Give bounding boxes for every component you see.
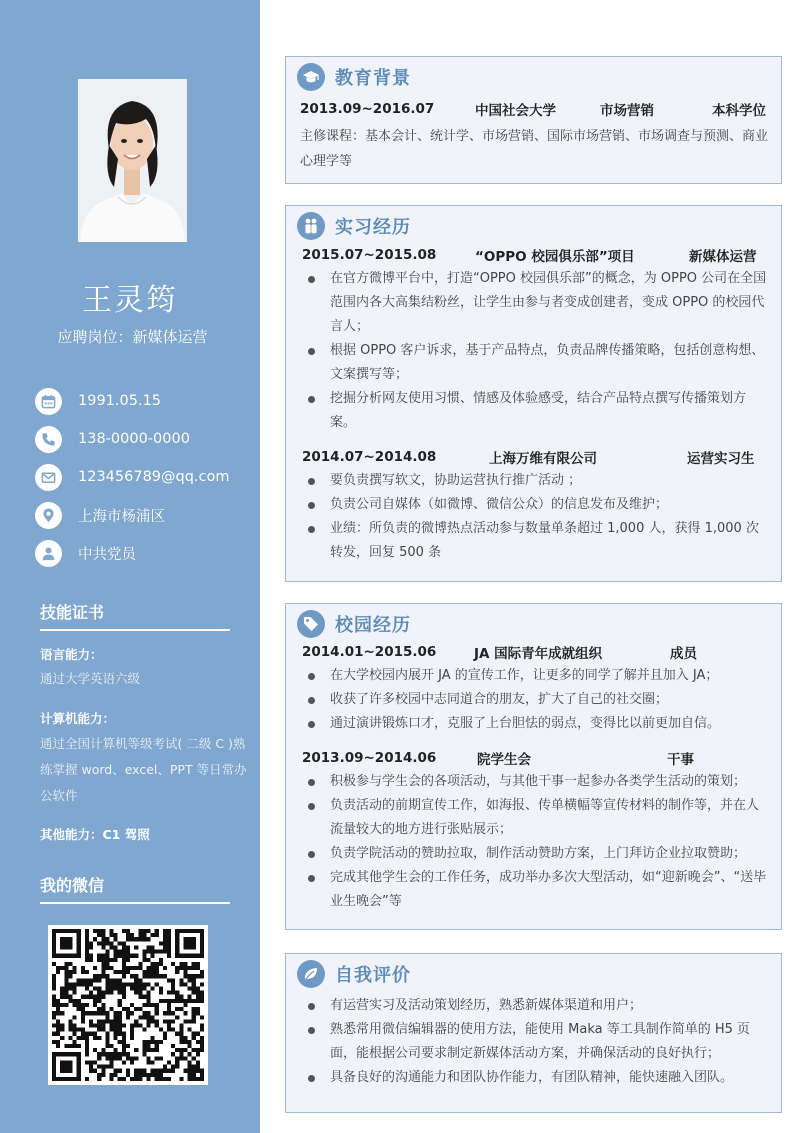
internship-row	[302, 243, 769, 267]
contact-phone	[35, 425, 190, 453]
contact-location	[35, 501, 165, 529]
leaf-icon	[297, 960, 325, 988]
degree: 本科学位	[712, 103, 766, 119]
candidate-name: 王灵筠	[82, 283, 178, 318]
courses-text: 主修课程：基本会计、统计学、市场营销、国际市场营销、市场调查与预测、商业心理学等	[300, 129, 769, 169]
list-item: 负责活动的前期宣传工作，如海报、传单横幅等宣传材料的制作等，并在人流量较大的地方进行张贴展示；	[302, 794, 769, 842]
list-item: 要负责撰写软文，协助运营执行推广活动 ；	[302, 469, 769, 493]
list-item: 挖掘分析网友使用习惯、情感及体验感受，结合产品特点撰写传播策划方案。	[302, 387, 769, 435]
contact-text: 138-0000-0000	[78, 431, 190, 447]
campus-role: 成员	[670, 646, 697, 662]
other-skill-label: 其他能力：C1 驾照	[40, 827, 150, 842]
list-item: 负责公司自媒体（如微博、微信公众）的信息发布及维护；	[302, 493, 769, 517]
section-title: 教育背景	[335, 68, 411, 89]
tag-icon	[297, 610, 325, 638]
location-icon	[35, 502, 62, 529]
campus-row	[302, 746, 769, 770]
section-body	[286, 640, 781, 914]
wechat-heading: 我的微信	[40, 873, 230, 904]
education-date: 2013.09~2016.07	[300, 101, 435, 117]
contact-text: 中共党员	[78, 546, 136, 563]
section-header	[286, 206, 781, 246]
skills-heading: 技能证书	[40, 600, 230, 631]
mail-icon	[35, 464, 62, 491]
section-body	[286, 994, 781, 1090]
computer-skill-text: 通过全国计算机等级考试( 二级 C )熟练掌握 word、excel、PPT 等日常办公软件	[40, 736, 247, 803]
job-objective: 应聘岗位：新媒体运营	[57, 328, 208, 346]
education-section	[285, 56, 782, 184]
language-skill-text: 通过大学英语六级	[40, 671, 141, 686]
person-icon	[35, 540, 62, 567]
self-evaluation-section	[285, 953, 782, 1113]
section-body	[286, 243, 781, 565]
list-item: 具备良好的沟通能力和团队协作能力，有团队精神，能快速融入团队。	[302, 1066, 769, 1090]
section-title: 校园经历	[335, 615, 411, 636]
contact-text: 上海市杨浦区	[78, 508, 165, 525]
section-body	[286, 97, 781, 174]
campus-date: 2013.09~2014.06	[302, 750, 437, 766]
campus-duties	[302, 664, 769, 736]
internship-duties	[302, 469, 769, 565]
contact-party	[35, 539, 136, 567]
section-title: 自我评价	[335, 965, 411, 986]
list-item: 有运营实习及活动策划经历，熟悉新媒体渠道和用户；	[302, 994, 769, 1018]
education-row	[300, 97, 769, 121]
campus-org: 院学生会	[477, 752, 531, 768]
internship-date: 2015.07~2015.08	[302, 247, 437, 263]
contact-text: 1991.05.15	[78, 393, 162, 409]
section-header	[286, 604, 781, 644]
campus-org: JA 国际青年成就组织	[474, 646, 603, 662]
list-item: 在大学校园内展开 JA 的宣传工作，让更多的同学了解并且加入 JA；	[302, 664, 769, 688]
internship-role: 运营实习生	[687, 451, 755, 467]
contact-text: 123456789@qq.com	[78, 469, 230, 485]
internship-org: 上海万维有限公司	[489, 451, 597, 467]
section-header	[286, 954, 781, 994]
list-item: 负责学院活动的赞助拉取，制作活动赞助方案，上门拜访企业拉取赞助；	[302, 842, 769, 866]
campus-date: 2014.01~2015.06	[302, 644, 437, 660]
campus-role: 干事	[667, 752, 694, 768]
wechat-qr-code	[48, 925, 208, 1085]
section-header	[286, 57, 781, 97]
list-item: 通过演讲锻炼口才，克服了上台胆怯的弱点，变得比以前更加自信。	[302, 712, 769, 736]
internship-duties	[302, 267, 769, 435]
list-item: 熟悉常用微信编辑器的使用方法，能使用 Maka 等工具制作简单的 H5 页面，能根据公司要求制定新媒体活动方案，并确保活动的良好执行；	[302, 1018, 769, 1066]
calendar-icon	[35, 388, 62, 415]
list-item: 在官方微博平台中，打造“OPPO 校园俱乐部”的概念，为 OPPO 公司在全国范围内各大高集结粉丝，让学生由参与者变成创建者，变成 OPPO 的校园代言人；	[302, 267, 769, 339]
campus-duties	[302, 770, 769, 914]
contact-email	[35, 463, 230, 491]
internship-date: 2014.07~2014.08	[302, 449, 437, 465]
profile-photo	[78, 79, 187, 242]
people-icon	[297, 212, 325, 240]
contact-birthdate	[35, 387, 161, 415]
list-item: 根据 OPPO 客户诉求，基于产品特点，负责品牌传播策略，包括创意构想、文案撰写等；	[302, 339, 769, 387]
internship-org: “OPPO 校园俱乐部”项目	[475, 249, 635, 265]
phone-icon	[35, 426, 62, 453]
internship-row	[302, 445, 769, 469]
list-item: 收获了许多校园中志同道合的朋友，扩大了自己的社交圈；	[302, 688, 769, 712]
sidebar	[0, 0, 260, 1133]
internship-section	[285, 205, 782, 582]
section-title: 实习经历	[335, 217, 411, 238]
school-name: 中国社会大学	[475, 103, 556, 119]
list-item: 业绩：所负责的微博热点活动参与数量单条超过 1,000 人，获得 1,000 次转发，回复 500 条	[302, 517, 769, 565]
graduation-cap-icon	[297, 63, 325, 91]
major: 市场营销	[600, 103, 654, 119]
internship-role: 新媒体运营	[689, 249, 757, 265]
campus-section	[285, 603, 782, 930]
computer-skill-label: 计算机能力：	[40, 711, 116, 726]
campus-row	[302, 640, 769, 664]
language-skill-label: 语言能力：	[40, 647, 103, 662]
list-item: 积极参与学生会的各项活动，与其他干事一起参办各类学生活动的策划；	[302, 770, 769, 794]
list-item: 完成其他学生会的工作任务，成功举办多次大型活动，如“迎新晚会”、“送毕业生晚会”等	[302, 866, 769, 914]
self-evaluation-list	[302, 994, 769, 1090]
